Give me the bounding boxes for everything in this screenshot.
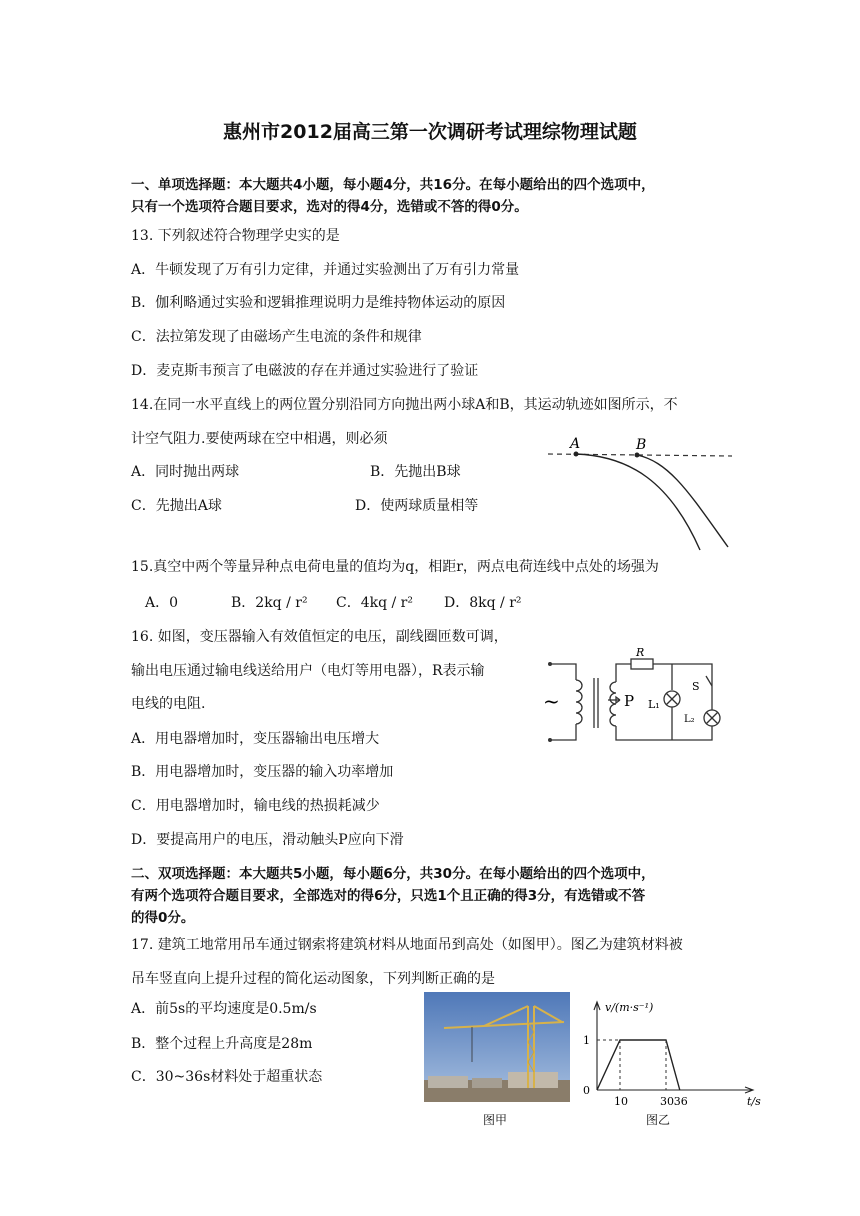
q17-stem-line1: 17. 建筑工地常用吊车通过钢索将建筑材料从地面吊到高处（如图甲）。图乙为建筑材料被 xyxy=(131,937,683,953)
section2-heading-line3: 的得0分。 xyxy=(131,910,195,926)
q13-option-c: C．法拉第发现了由磁场产生电流的条件和规律 xyxy=(131,329,422,345)
section1-heading-line2: 只有一个选项符合题目要求，选对的得4分，选错或不答的得0分。 xyxy=(131,199,528,215)
resistor-label: R xyxy=(636,646,645,659)
x-tick-label: 30 xyxy=(660,1095,674,1108)
projectile-trajectory-figure xyxy=(540,432,740,557)
q14-stem-line1: 14.在同一水平直线上的两位置分别沿同方向抛出两小球A和B，其运动轨迹如图所示，不 xyxy=(131,397,678,413)
q17-option-c: C．30~36s材料处于超重状态 xyxy=(131,1069,323,1085)
q15-option-a: A．0 xyxy=(145,595,179,611)
x-tick-label: 36 xyxy=(673,1095,688,1108)
y-tick-label: 0 xyxy=(583,1084,590,1097)
section1-heading-line1: 一、单项选择题：本大题共4小题，每小题4分，共16分。在每小题给出的四个选项中， xyxy=(131,177,655,193)
q17-option-a: A．前5s的平均速度是0.5m/s xyxy=(131,1001,317,1017)
velocity-time-chart xyxy=(575,992,775,1110)
q16-option-c: C．用电器增加时，输电线的热损耗减少 xyxy=(131,798,380,814)
q14-option-c: C．先抛出A球 xyxy=(131,498,222,514)
lamp-l2-label: L₂ xyxy=(684,714,695,725)
q15-option-b: B．2kq / r² xyxy=(231,595,308,611)
q16-option-b: B．用电器增加时，变压器的输入功率增加 xyxy=(131,764,394,780)
q13-option-b: B．伽利略通过实验和逻辑推理说明力是维持物体运动的原因 xyxy=(131,295,506,311)
section2-heading-line1: 二、双项选择题：本大题共5小题，每小题6分，共30分。在每小题给出的四个选项中， xyxy=(131,866,655,882)
q17-option-b: B．整个过程上升高度是28m xyxy=(131,1036,313,1052)
switch-s-label: S xyxy=(692,680,700,693)
q16-stem-line1: 16. 如图，变压器输入有效值恒定的电压，副线圈匝数可调， xyxy=(131,629,508,645)
q13-option-a: A．牛顿发现了万有引力定律，并通过实验测出了万有引力常量 xyxy=(131,262,520,278)
chart-ylabel: v/(m·s⁻¹) xyxy=(605,1001,654,1014)
velocity-series-line xyxy=(597,1040,680,1090)
ball-a-label: A xyxy=(570,436,581,452)
q14-stem-line2: 计空气阻力.要使两球在空中相遇，则必须 xyxy=(131,431,388,447)
y-tick-label: 1 xyxy=(583,1034,590,1047)
photo-caption: 图甲 xyxy=(483,1113,508,1127)
q15-option-d: D．8kq / r² xyxy=(444,595,522,611)
transformer-circuit-figure xyxy=(536,642,726,747)
q15-option-c: C．4kq / r² xyxy=(336,595,413,611)
q14-option-a: A．同时抛出两球 xyxy=(131,464,240,480)
q13-option-d: D．麦克斯韦预言了电磁波的存在并通过实验进行了验证 xyxy=(131,363,479,379)
q16-option-d: D．要提高用户的电压，滑动触头P应向下滑 xyxy=(131,832,404,848)
ball-b-label: B xyxy=(636,437,647,453)
q16-option-a: A．用电器增加时，变压器输出电压增大 xyxy=(131,731,380,747)
q16-stem-line3: 电线的电阻. xyxy=(131,696,206,712)
q14-option-d: D．使两球质量相等 xyxy=(355,498,479,514)
q17-stem-line2: 吊车竖直向上提升过程的简化运动图象，下列判断正确的是 xyxy=(131,971,495,987)
chart-caption: 图乙 xyxy=(646,1113,671,1127)
q15-stem: 15.真空中两个等量异种点电荷电量的值均为q，相距r，两点电荷连线中点处的场强为 xyxy=(131,559,659,575)
q14-option-b: B．先抛出B球 xyxy=(370,464,461,480)
page-title: 惠州市2012届高三第一次调研考试理综物理试题 xyxy=(223,121,637,143)
q16-stem-line2: 输出电压通过输电线送给用户（电灯等用电器），R表示输 xyxy=(131,663,485,679)
q13-stem: 13. 下列叙述符合物理学史实的是 xyxy=(131,228,340,244)
x-tick-label: 10 xyxy=(614,1095,628,1108)
section2-heading-line2: 有两个选项符合题目要求，全部选对的得6分，只选1个且正确的得3分，有选错或不答 xyxy=(131,888,646,904)
lamp-l1-label: L₁ xyxy=(648,698,660,711)
slider-p-label: P xyxy=(624,692,635,710)
chart-xlabel: t/s xyxy=(747,1095,761,1108)
crane-photo xyxy=(424,992,570,1102)
ac-source-symbol: ~ xyxy=(543,689,560,713)
